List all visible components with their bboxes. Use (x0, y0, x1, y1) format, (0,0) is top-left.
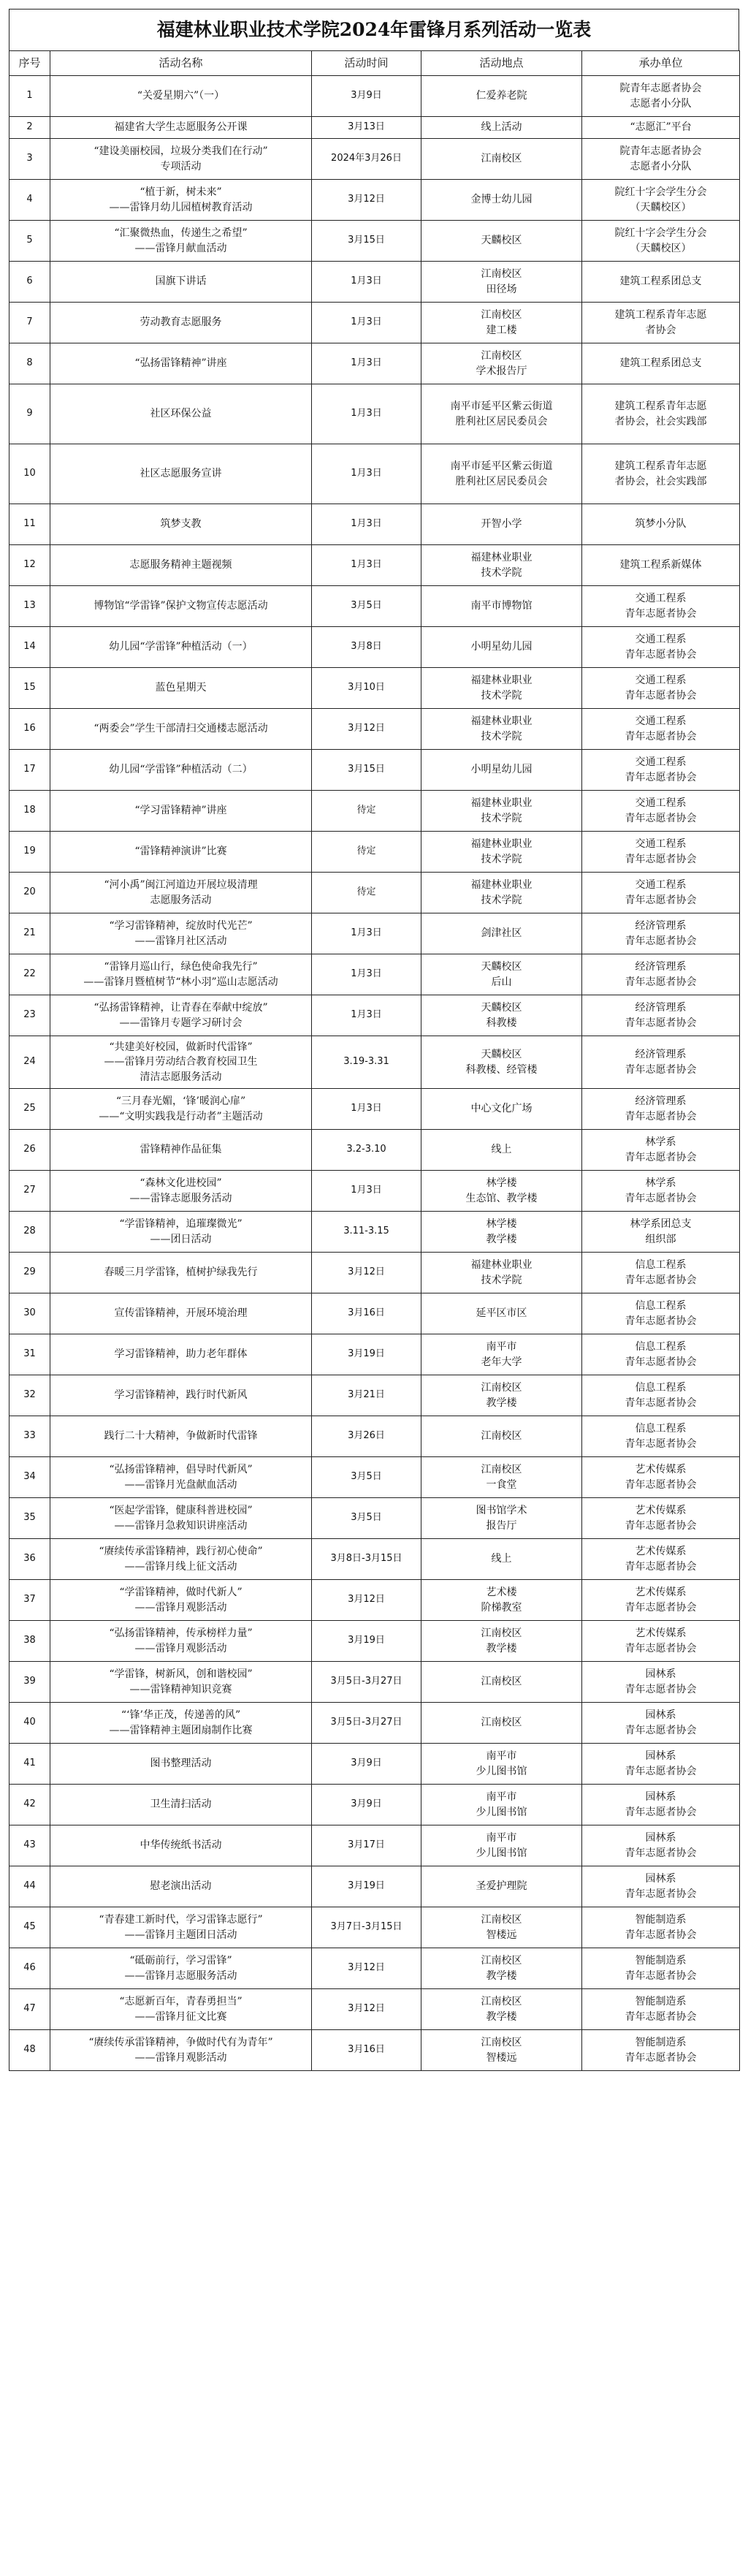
row-activity-name: 慰老演出活动 (50, 1866, 312, 1907)
table-row (9, 791, 740, 832)
row-organizer: 院红十字会学生分会 （天麟校区） (582, 221, 740, 262)
row-seq: 47 (9, 1989, 50, 2030)
table-row (9, 750, 740, 791)
table-row (9, 627, 740, 668)
row-activity-name: “砥砺前行，学习雷锋” ——雷锋月志愿服务活动 (50, 1948, 312, 1989)
row-seq: 12 (9, 545, 50, 586)
row-organizer: 交通工程系 青年志愿者协会 (582, 668, 740, 709)
table-row (9, 1293, 740, 1334)
row-seq: 22 (9, 954, 50, 995)
row-organizer: 经济管理系 青年志愿者协会 (582, 1036, 740, 1089)
row-activity-name: 幼儿园“学雷锋”种植活动（一） (50, 627, 312, 668)
row-organizer: 经济管理系 青年志愿者协会 (582, 1089, 740, 1130)
table-row (9, 2030, 740, 2071)
row-seq: 16 (9, 709, 50, 750)
row-activity-time: 3月19日 (312, 1621, 421, 1662)
table-row (9, 668, 740, 709)
row-seq: 8 (9, 343, 50, 384)
row-organizer: 智能制造系 青年志愿者协会 (582, 1989, 740, 2030)
row-activity-name: 中华传统纸书活动 (50, 1825, 312, 1866)
table-row (9, 1498, 740, 1539)
table-row (9, 1907, 740, 1948)
row-activity-time: 1月3日 (312, 343, 421, 384)
table-row (9, 1825, 740, 1866)
table-row (9, 1416, 740, 1457)
row-organizer: 信息工程系 青年志愿者协会 (582, 1293, 740, 1334)
row-activity-time: 3月5日-3月27日 (312, 1703, 421, 1744)
row-organizer: 交通工程系 青年志愿者协会 (582, 750, 740, 791)
row-seq: 10 (9, 444, 50, 504)
row-activity-time: 3月12日 (312, 1580, 421, 1621)
document-title: 福建林业职业技术学院2024年雷锋月系列活动一览表 (9, 9, 739, 50)
table-row (9, 1539, 740, 1580)
row-activity-location: 南平市 少儿图书馆 (421, 1744, 582, 1785)
row-activity-time: 3.11-3.15 (312, 1212, 421, 1253)
table-row (9, 1036, 740, 1089)
row-activity-location: 线上 (421, 1539, 582, 1580)
row-activity-location: 福建林业职业 技术学院 (421, 873, 582, 913)
row-seq: 13 (9, 586, 50, 627)
row-seq: 35 (9, 1498, 50, 1539)
row-seq: 29 (9, 1253, 50, 1293)
row-organizer: 院青年志愿者协会 志愿者小分队 (582, 76, 740, 117)
row-activity-name: “学雷锋，树新风，创和谐校园” ——雷锋精神知识竞赛 (50, 1662, 312, 1703)
row-seq: 36 (9, 1539, 50, 1580)
row-activity-location: 林学楼 教学楼 (421, 1212, 582, 1253)
row-organizer: 建筑工程系青年志愿 者协会，社会实践部 (582, 384, 740, 444)
table-row (9, 1130, 740, 1171)
row-activity-name: 图书整理活动 (50, 1744, 312, 1785)
row-activity-location: 天麟校区 科教楼、经管楼 (421, 1036, 582, 1089)
header-activity-location: 活动地点 (421, 51, 582, 76)
row-seq: 25 (9, 1089, 50, 1130)
row-seq: 37 (9, 1580, 50, 1621)
table-row (9, 545, 740, 586)
row-activity-location: 延平区市区 (421, 1293, 582, 1334)
row-organizer: 艺术传媒系 青年志愿者协会 (582, 1580, 740, 1621)
row-activity-name: “共建美好校园，做新时代雷锋” ——雷锋月劳动结合教育校园卫生 清洁志愿服务活动 (50, 1036, 312, 1089)
row-organizer: 建筑工程系团总支 (582, 343, 740, 384)
row-activity-time: 1月3日 (312, 1171, 421, 1212)
row-activity-time: 3月10日 (312, 668, 421, 709)
row-activity-name: “植于新，树未来” ——雷锋月幼儿园植树教育活动 (50, 180, 312, 221)
row-activity-location: 线上 (421, 1130, 582, 1171)
row-organizer: 建筑工程系青年志愿 者协会 (582, 303, 740, 343)
row-activity-name: 宣传雷锋精神，开展环境治理 (50, 1293, 312, 1334)
row-activity-name: 春暖三月学雷锋，植树护绿我先行 (50, 1253, 312, 1293)
table-row (9, 954, 740, 995)
row-activity-location: 江南校区 教学楼 (421, 1948, 582, 1989)
table-row (9, 1948, 740, 1989)
row-activity-name: “‘锋’华正茂，传递善的风” ——雷锋精神主题团扇制作比赛 (50, 1703, 312, 1744)
row-activity-location: 剑津社区 (421, 913, 582, 954)
row-activity-location: 福建林业职业 技术学院 (421, 545, 582, 586)
row-activity-name: 卫生清扫活动 (50, 1785, 312, 1825)
row-activity-name: “学习雷锋精神”讲座 (50, 791, 312, 832)
row-seq: 32 (9, 1375, 50, 1416)
row-activity-name: “关爱星期六”（一） (50, 76, 312, 117)
row-activity-name: “弘扬雷锋精神，让青春在奉献中绽放” ——雷锋月专题学习研讨会 (50, 995, 312, 1036)
row-seq: 1 (9, 76, 50, 117)
row-activity-name: “弘扬雷锋精神”讲座 (50, 343, 312, 384)
row-activity-location: 艺术楼 阶梯教室 (421, 1580, 582, 1621)
row-activity-location: 圣爱护理院 (421, 1866, 582, 1907)
row-activity-time: 3月13日 (312, 117, 421, 139)
row-seq: 18 (9, 791, 50, 832)
row-organizer: 建筑工程系新媒体 (582, 545, 740, 586)
table-row (9, 1334, 740, 1375)
row-seq: 38 (9, 1621, 50, 1662)
row-organizer: 智能制造系 青年志愿者协会 (582, 1948, 740, 1989)
row-seq: 17 (9, 750, 50, 791)
table-row (9, 444, 740, 504)
row-organizer: 交通工程系 青年志愿者协会 (582, 873, 740, 913)
row-organizer: 园林系 青年志愿者协会 (582, 1662, 740, 1703)
row-activity-location: 江南校区 智楼远 (421, 2030, 582, 2071)
row-activity-time: 1月3日 (312, 444, 421, 504)
row-activity-name: “青春建工新时代，学习雷锋志愿行” ——雷锋月主题团日活动 (50, 1907, 312, 1948)
row-activity-time: 3月16日 (312, 2030, 421, 2071)
row-activity-name: “赓续传承雷锋精神，践行初心使命” ——雷锋月线上征文活动 (50, 1539, 312, 1580)
row-activity-time: 1月3日 (312, 995, 421, 1036)
row-activity-name: 国旗下讲话 (50, 262, 312, 303)
row-activity-name: 社区志愿服务宣讲 (50, 444, 312, 504)
row-seq: 41 (9, 1744, 50, 1785)
row-activity-time: 1月3日 (312, 262, 421, 303)
row-activity-name: “建设美丽校园，垃圾分类我们在行动” 专项活动 (50, 139, 312, 180)
row-activity-location: 福建林业职业 技术学院 (421, 709, 582, 750)
table-row (9, 832, 740, 873)
row-activity-location: 江南校区 教学楼 (421, 1989, 582, 2030)
table-row (9, 586, 740, 627)
table-row (9, 221, 740, 262)
header-organizer: 承办单位 (582, 51, 740, 76)
row-activity-location: 江南校区 (421, 1416, 582, 1457)
table-row (9, 1089, 740, 1130)
row-activity-time: 3月8日 (312, 627, 421, 668)
row-seq: 30 (9, 1293, 50, 1334)
table-row (9, 1253, 740, 1293)
row-activity-location: 江南校区 智楼远 (421, 1907, 582, 1948)
row-activity-name: 蓝色星期天 (50, 668, 312, 709)
activity-table (9, 50, 740, 2071)
row-activity-name: “学习雷锋精神，绽放时代光芒” ——雷锋月社区活动 (50, 913, 312, 954)
row-activity-location: 中心文化广场 (421, 1089, 582, 1130)
row-seq: 20 (9, 873, 50, 913)
row-activity-time: 3月12日 (312, 709, 421, 750)
row-activity-time: 1月3日 (312, 303, 421, 343)
row-activity-name: 福建省大学生志愿服务公开课 (50, 117, 312, 139)
row-organizer: 林学系团总支 组织部 (582, 1212, 740, 1253)
row-organizer: “志愿汇”平台 (582, 117, 740, 139)
row-seq: 34 (9, 1457, 50, 1498)
row-organizer: 院红十字会学生分会 （天麟校区） (582, 180, 740, 221)
row-seq: 9 (9, 384, 50, 444)
row-activity-location: 南平市 少儿图书馆 (421, 1825, 582, 1866)
row-activity-name: 学习雷锋精神，助力老年群体 (50, 1334, 312, 1375)
row-activity-time: 3月12日 (312, 1948, 421, 1989)
table-row (9, 76, 740, 117)
row-activity-name: 学习雷锋精神，践行时代新风 (50, 1375, 312, 1416)
row-activity-name: “弘扬雷锋精神，传承榜样力量” ——雷锋月观影活动 (50, 1621, 312, 1662)
row-seq: 48 (9, 2030, 50, 2071)
row-activity-time: 3月9日 (312, 1744, 421, 1785)
row-activity-time: 1月3日 (312, 545, 421, 586)
row-activity-name: 雷锋精神作品征集 (50, 1130, 312, 1171)
row-activity-name: “两委会”学生干部清扫交通楼志愿活动 (50, 709, 312, 750)
row-seq: 24 (9, 1036, 50, 1089)
row-seq: 39 (9, 1662, 50, 1703)
header-seq: 序号 (9, 51, 50, 76)
row-seq: 2 (9, 117, 50, 139)
row-organizer: 交通工程系 青年志愿者协会 (582, 709, 740, 750)
row-activity-time: 3月12日 (312, 1253, 421, 1293)
row-seq: 27 (9, 1171, 50, 1212)
table-row (9, 1580, 740, 1621)
row-seq: 43 (9, 1825, 50, 1866)
row-organizer: 园林系 青年志愿者协会 (582, 1825, 740, 1866)
row-activity-time: 1月3日 (312, 1089, 421, 1130)
row-activity-location: 南平市 老年大学 (421, 1334, 582, 1375)
row-activity-time: 1月3日 (312, 954, 421, 995)
row-activity-location: 江南校区 一食堂 (421, 1457, 582, 1498)
row-activity-location: 江南校区 教学楼 (421, 1375, 582, 1416)
row-activity-name: 博物馆“学雷锋”保护文物宣传志愿活动 (50, 586, 312, 627)
row-organizer: 交通工程系 青年志愿者协会 (582, 791, 740, 832)
row-activity-name: “学雷锋精神，做时代新人” ——雷锋月观影活动 (50, 1580, 312, 1621)
row-activity-name: 社区环保公益 (50, 384, 312, 444)
row-activity-location: 南平市 少儿图书馆 (421, 1785, 582, 1825)
row-seq: 11 (9, 504, 50, 545)
table-row (9, 1457, 740, 1498)
row-activity-location: 小明星幼儿园 (421, 627, 582, 668)
row-activity-location: 天麟校区 后山 (421, 954, 582, 995)
row-organizer: 园林系 青年志愿者协会 (582, 1785, 740, 1825)
table-row (9, 504, 740, 545)
row-activity-time: 3月8日-3月15日 (312, 1539, 421, 1580)
table-row (9, 384, 740, 444)
row-seq: 19 (9, 832, 50, 873)
row-organizer: 经济管理系 青年志愿者协会 (582, 913, 740, 954)
row-seq: 44 (9, 1866, 50, 1907)
row-activity-time: 3.19-3.31 (312, 1036, 421, 1089)
row-activity-time: 1月3日 (312, 504, 421, 545)
table-row (9, 1866, 740, 1907)
row-organizer: 艺术传媒系 青年志愿者协会 (582, 1498, 740, 1539)
row-activity-name: 践行二十大精神，争做新时代雷锋 (50, 1416, 312, 1457)
table-row (9, 1171, 740, 1212)
row-organizer: 智能制造系 青年志愿者协会 (582, 2030, 740, 2071)
row-activity-time: 待定 (312, 791, 421, 832)
document-page (9, 0, 739, 2071)
row-activity-time: 3月7日-3月15日 (312, 1907, 421, 1948)
row-activity-location: 福建林业职业 技术学院 (421, 668, 582, 709)
row-seq: 45 (9, 1907, 50, 1948)
row-organizer: 信息工程系 青年志愿者协会 (582, 1334, 740, 1375)
row-activity-time: 3月17日 (312, 1825, 421, 1866)
row-activity-time: 3月16日 (312, 1293, 421, 1334)
row-seq: 33 (9, 1416, 50, 1457)
row-activity-time: 3月15日 (312, 750, 421, 791)
row-organizer: 智能制造系 青年志愿者协会 (582, 1907, 740, 1948)
row-organizer: 园林系 青年志愿者协会 (582, 1703, 740, 1744)
row-activity-name: “三月春光媚，‘锋’暖润心扉” ——“文明实践我是行动者”主题活动 (50, 1089, 312, 1130)
row-activity-location: 江南校区 (421, 1703, 582, 1744)
row-organizer: 林学系 青年志愿者协会 (582, 1130, 740, 1171)
row-activity-location: 江南校区 田径场 (421, 262, 582, 303)
row-seq: 15 (9, 668, 50, 709)
row-activity-location: 江南校区 (421, 1662, 582, 1703)
row-activity-location: 福建林业职业 技术学院 (421, 791, 582, 832)
row-activity-location: 福建林业职业 技术学院 (421, 832, 582, 873)
row-activity-time: 3月21日 (312, 1375, 421, 1416)
row-activity-location: 开智小学 (421, 504, 582, 545)
row-activity-name: 幼儿园“学雷锋”种植活动（二） (50, 750, 312, 791)
row-activity-location: 南平市延平区紫云街道 胜利社区居民委员会 (421, 444, 582, 504)
row-activity-time: 3月26日 (312, 1416, 421, 1457)
table-row (9, 913, 740, 954)
row-organizer: 信息工程系 青年志愿者协会 (582, 1416, 740, 1457)
row-activity-location: 金博士幼儿园 (421, 180, 582, 221)
row-activity-location: 江南校区 (421, 139, 582, 180)
row-organizer: 艺术传媒系 青年志愿者协会 (582, 1539, 740, 1580)
row-seq: 31 (9, 1334, 50, 1375)
row-activity-location: 仁爱养老院 (421, 76, 582, 117)
row-activity-time: 3月12日 (312, 180, 421, 221)
row-activity-location: 江南校区 建工楼 (421, 303, 582, 343)
row-activity-location: 江南校区 教学楼 (421, 1621, 582, 1662)
row-activity-name: 劳动教育志愿服务 (50, 303, 312, 343)
row-organizer: 交通工程系 青年志愿者协会 (582, 586, 740, 627)
row-activity-name: “赓续传承雷锋精神，争做时代有为青年” ——雷锋月观影活动 (50, 2030, 312, 2071)
table-row (9, 117, 740, 139)
row-seq: 46 (9, 1948, 50, 1989)
row-organizer: 院青年志愿者协会 志愿者小分队 (582, 139, 740, 180)
row-seq: 28 (9, 1212, 50, 1253)
row-seq: 4 (9, 180, 50, 221)
row-activity-name: “河小禹”闽江河道边开展垃圾清理 志愿服务活动 (50, 873, 312, 913)
row-activity-location: 南平市博物馆 (421, 586, 582, 627)
row-organizer: 经济管理系 青年志愿者协会 (582, 995, 740, 1036)
row-activity-location: 南平市延平区紫云街道 胜利社区居民委员会 (421, 384, 582, 444)
row-activity-name: “雷锋月巡山行，绿色使命我先行” ——雷锋月暨植树节“林小羽”巡山志愿活动 (50, 954, 312, 995)
row-activity-location: 线上活动 (421, 117, 582, 139)
table-row (9, 1785, 740, 1825)
row-activity-time: 2024年3月26日 (312, 139, 421, 180)
row-organizer: 建筑工程系团总支 (582, 262, 740, 303)
table-row (9, 262, 740, 303)
table-row (9, 1662, 740, 1703)
row-organizer: 园林系 青年志愿者协会 (582, 1866, 740, 1907)
row-seq: 21 (9, 913, 50, 954)
row-organizer: 艺术传媒系 青年志愿者协会 (582, 1457, 740, 1498)
row-activity-time: 3月5日 (312, 1457, 421, 1498)
row-activity-location: 江南校区 学术报告厅 (421, 343, 582, 384)
row-activity-name: “弘扬雷锋精神，倡导时代新风” ——雷锋月光盘献血活动 (50, 1457, 312, 1498)
table-row (9, 995, 740, 1036)
row-activity-time: 待定 (312, 873, 421, 913)
row-organizer: 建筑工程系青年志愿 者协会，社会实践部 (582, 444, 740, 504)
row-activity-location: 林学楼 生态馆、教学楼 (421, 1171, 582, 1212)
row-organizer: 信息工程系 青年志愿者协会 (582, 1375, 740, 1416)
table-row (9, 1212, 740, 1253)
table-row (9, 1375, 740, 1416)
row-activity-name: “志愿新百年，青春勇担当” ——雷锋月征文比赛 (50, 1989, 312, 2030)
row-organizer: 艺术传媒系 青年志愿者协会 (582, 1621, 740, 1662)
row-activity-time: 待定 (312, 832, 421, 873)
row-activity-time: 3月5日 (312, 586, 421, 627)
row-activity-time: 3月12日 (312, 1989, 421, 2030)
row-activity-time: 3月9日 (312, 1785, 421, 1825)
row-activity-location: 天麟校区 (421, 221, 582, 262)
row-activity-name: “学雷锋精神，追璀璨微光” ——团日活动 (50, 1212, 312, 1253)
row-organizer: 信息工程系 青年志愿者协会 (582, 1253, 740, 1293)
row-seq: 26 (9, 1130, 50, 1171)
row-activity-name: “雷锋精神演讲”比赛 (50, 832, 312, 873)
row-activity-time: 3.2-3.10 (312, 1130, 421, 1171)
table-row (9, 303, 740, 343)
row-activity-time: 3月15日 (312, 221, 421, 262)
row-activity-name: 筑梦支教 (50, 504, 312, 545)
row-seq: 40 (9, 1703, 50, 1744)
row-activity-time: 3月19日 (312, 1334, 421, 1375)
row-activity-time: 1月3日 (312, 384, 421, 444)
row-seq: 42 (9, 1785, 50, 1825)
row-activity-time: 3月19日 (312, 1866, 421, 1907)
table-body (9, 76, 740, 2071)
table-row (9, 1989, 740, 2030)
row-seq: 7 (9, 303, 50, 343)
row-organizer: 筑梦小分队 (582, 504, 740, 545)
row-activity-location: 福建林业职业 技术学院 (421, 1253, 582, 1293)
row-activity-name: “医起学雷锋，健康科普进校园” ——雷锋月急救知识讲座活动 (50, 1498, 312, 1539)
header-activity-name: 活动名称 (50, 51, 312, 76)
table-row (9, 873, 740, 913)
row-activity-location: 图书馆学术 报告厅 (421, 1498, 582, 1539)
row-activity-time: 3月5日-3月27日 (312, 1662, 421, 1703)
row-seq: 5 (9, 221, 50, 262)
row-seq: 3 (9, 139, 50, 180)
row-activity-location: 天麟校区 科教楼 (421, 995, 582, 1036)
row-activity-name: 志愿服务精神主题视频 (50, 545, 312, 586)
row-seq: 6 (9, 262, 50, 303)
row-activity-time: 3月9日 (312, 76, 421, 117)
row-activity-time: 1月3日 (312, 913, 421, 954)
row-seq: 23 (9, 995, 50, 1036)
table-row (9, 1703, 740, 1744)
table-row (9, 1744, 740, 1785)
row-seq: 14 (9, 627, 50, 668)
row-organizer: 交通工程系 青年志愿者协会 (582, 832, 740, 873)
table-header-row (9, 51, 740, 76)
row-organizer: 园林系 青年志愿者协会 (582, 1744, 740, 1785)
row-activity-name: “森林文化进校园” ——雷锋志愿服务活动 (50, 1171, 312, 1212)
row-organizer: 林学系 青年志愿者协会 (582, 1171, 740, 1212)
row-activity-name: “汇聚微热血，传递生之希望” ——雷锋月献血活动 (50, 221, 312, 262)
header-activity-time: 活动时间 (312, 51, 421, 76)
table-row (9, 1621, 740, 1662)
row-activity-time: 3月5日 (312, 1498, 421, 1539)
row-activity-location: 小明星幼儿园 (421, 750, 582, 791)
row-organizer: 交通工程系 青年志愿者协会 (582, 627, 740, 668)
table-row (9, 139, 740, 180)
table-row (9, 180, 740, 221)
table-row (9, 709, 740, 750)
row-organizer: 经济管理系 青年志愿者协会 (582, 954, 740, 995)
table-row (9, 343, 740, 384)
